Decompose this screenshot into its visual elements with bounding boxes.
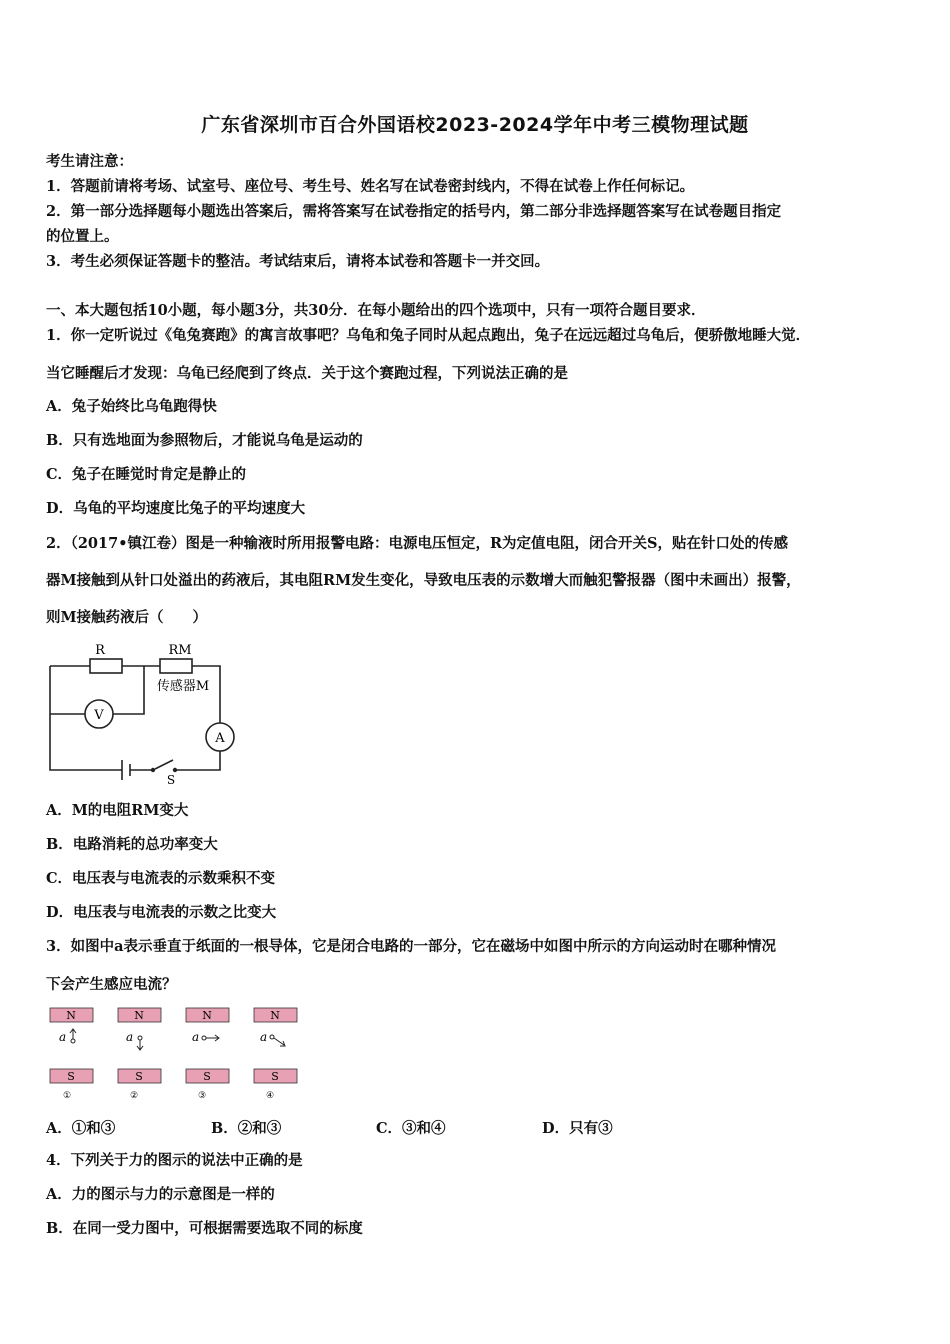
notice-header: 考生请注意： [46,153,133,170]
question-1-option-a: A．兔子始终比乌龟跑得快 [46,398,217,415]
arrow-down-icon [137,1040,143,1050]
magnet-diagram [46,1006,316,1106]
notice-item: 3．考生必须保证答题卡的整洁。考试结束后，请将本试卷和答题卡一并交回。 [46,253,550,270]
question-3-options [46,1117,846,1137]
question-4-stem: 4．下列关于力的图示的说法中正确的是 [46,1152,303,1169]
question-2-stem: 则M接触药液后（ ） [46,609,208,626]
north-pole-label: N [270,1009,280,1022]
resistor-rm-label: RM [168,643,192,658]
voltmeter-label: V [94,708,104,723]
arrow-up-icon [70,1029,76,1039]
notice-item: 2．第一部分选择题每小题选出答案后，需将答案写在试卷指定的括号内，第二部分非选择题答案写在试卷题目指定 [46,203,782,220]
south-pole-label: S [135,1070,143,1083]
question-1-option-b: B．只有选地面为参照物后，才能说乌龟是运动的 [46,432,363,449]
question-1-option-d: D．乌龟的平均速度比兔子的平均速度大 [46,500,306,517]
question-1-stem: 1．你一定听说过《龟兔赛跑》的寓言故事吧？乌龟和兔子同时从起点跑出，兔子在远远超过乌龟后，便骄傲地睡大觉． [46,327,811,344]
figure-label-4: ④ [266,1091,275,1101]
question-4-option-b: B．在同一受力图中，可根据需要选取不同的标度 [46,1220,363,1237]
section-heading: 一、本大题包括10小题，每小题3分，共30分．在每小题给出的四个选项中，只有一项符合题目要求． [46,302,706,319]
notice-item: 的位置上。 [46,228,119,245]
question-2-option-c: C．电压表与电流表的示数乘积不变 [46,870,276,887]
conductor-label: a [192,1030,200,1044]
question-3-stem: 下会产生感应电流？ [46,976,177,993]
figure-label-1: ① [63,1091,72,1101]
conductor-label: a [59,1030,67,1044]
question-3-option-d: D．只有③ [542,1120,613,1137]
south-pole-label: S [203,1070,211,1083]
circuit-diagram [40,636,250,786]
page-title: 广东省深圳市百合外国语校2023-2024学年中考三模物理试题 [201,114,749,136]
south-pole-label: S [67,1070,75,1083]
north-pole-label: N [66,1009,76,1022]
south-pole-label: S [271,1070,279,1083]
sensor-label: 传感器M [156,679,210,694]
notice-item: 1．答题前请将考场、试室号、座位号、考生号、姓名写在试卷密封线内，不得在试卷上作任何标记。 [46,178,695,195]
question-2-stem: 2．（2017•镇江卷）图是一种输液时所用报警电路：电源电压恒定，R为定值电阻，闭合开关S，贴在针口处的传感 [46,535,788,552]
question-1-stem: 当它睡醒后才发现：乌龟已经爬到了终点．关于这个赛跑过程，下列说法正确的是 [46,365,568,382]
question-3-stem: 3．如图中a表示垂直于纸面的一根导体，它是闭合电路的一部分，它在磁场中如图中所示的方向运动时在哪种情况 [46,938,776,955]
resistor-r-label: R [95,643,105,658]
question-3-option-a: A．①和③ [46,1120,116,1137]
conductor-label: a [260,1030,268,1044]
question-2-option-d: D．电压表与电流表的示数之比变大 [46,904,277,921]
figure-label-3: ③ [198,1091,207,1101]
north-pole-label: N [134,1009,144,1022]
arrow-right-icon [206,1035,219,1041]
ammeter-label: A [215,731,225,746]
north-pole-label: N [202,1009,212,1022]
question-3-option-c: C．③和④ [376,1120,446,1137]
conductor-label: a [126,1030,134,1044]
figure-label-2: ② [130,1091,139,1101]
arrow-diagonal-icon [274,1038,285,1046]
switch-label: S [166,773,176,786]
question-2-stem: 器M接触到从针口处溢出的药液后，其电阻RM发生变化，导致电压表的示数增大而触犯警报器（图中未画出）报警， [46,572,801,589]
question-3-option-b: B．②和③ [211,1120,282,1137]
question-4-option-a: A．力的图示与力的示意图是一样的 [46,1186,275,1203]
question-2-option-b: B．电路消耗的总功率变大 [46,836,218,853]
question-1-option-c: C．兔子在睡觉时肯定是静止的 [46,466,247,483]
question-2-option-a: A．M的电阻RM变大 [46,802,189,819]
